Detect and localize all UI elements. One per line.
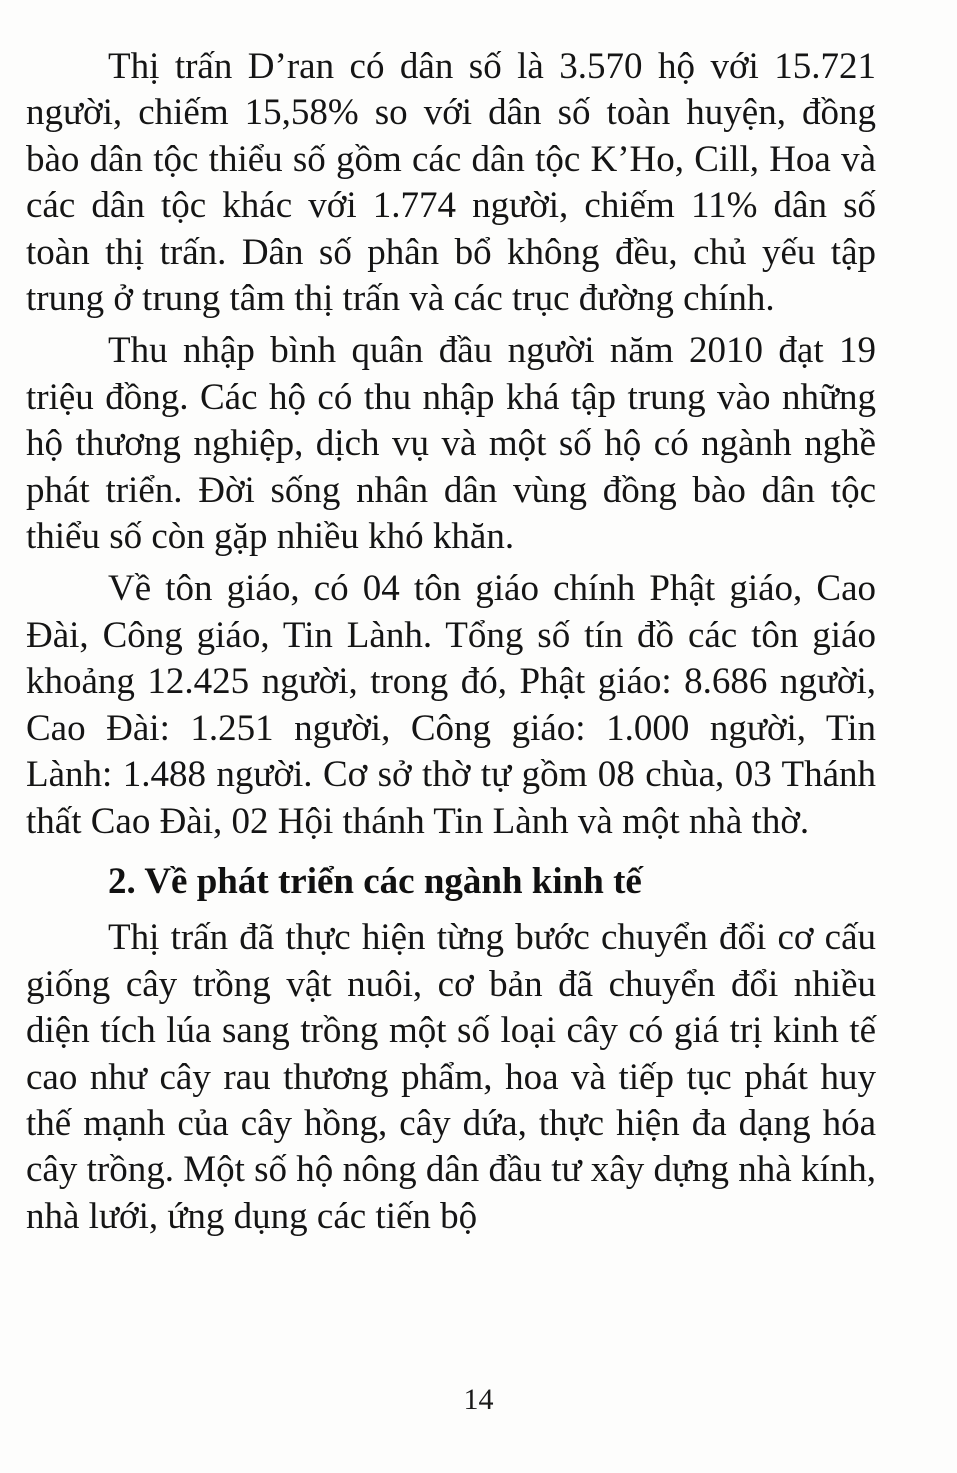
paragraph-religion: Về tôn giáo, có 04 tôn giáo chính Phật giáo, Cao Đài, Công giáo, Tin Lành. Tổng số tín đồ các tôn giáo khoảng 12.425 người, trong đó, Phật giáo: 8.686 người, Cao Đài: 1.251 người, Công giáo: 1.000 người, Tin Lành: 1.488 người. Cơ sở thờ tự gồm 08 chùa, 03 Thánh thất Cao Đài, 02 Hội thánh Tin Lành và một nhà thờ. xyxy=(26,568,876,842)
paragraph-population: Thị trấn D’ran có dân số là 3.570 hộ với 15.721 người, chiếm 15,58% so với dân số toàn huyện, đồng bào dân tộc thiểu số gồm các dân tộc K’Ho, Cill, Hoa và các dân tộc khác với 1.774 người, chiếm 11% dân số toàn thị trấn. Dân số phân bổ không đều, chủ yếu tập trung ở trung tâm thị trấn và các trục đường chính. xyxy=(26,46,876,320)
section-heading: 2. Về phát triển các ngành kinh tế xyxy=(108,860,642,902)
paragraph-income: Thu nhập bình quân đầu người năm 2010 đạt 19 triệu đồng. Các hộ có thu nhập khá tập trung vào những hộ thương nghiệp, dịch vụ và một số hộ có ngành nghề phát triển. Đời sống nhân dân vùng đồng bào dân tộc thiểu số còn gặp nhiều khó khăn. xyxy=(26,330,876,558)
paragraph-economy: Thị trấn đã thực hiện từng bước chuyển đổi cơ cấu giống cây trồng vật nuôi, cơ bản đã chuyển đổi nhiều diện tích lúa sang trồng một số loại cây có giá trị kinh tế cao như cây rau thương phẩm, hoa và tiếp tục phát huy thế mạnh của cây hồng, cây dứa, thực hiện đa dạng hóa cây trồng. Một số hộ nông dân đầu tư xây dựng nhà kính, nhà lưới, ứng dụng các tiến bộ xyxy=(26,917,876,1237)
page-body xyxy=(26,44,876,1240)
page-number: 14 xyxy=(463,1383,494,1416)
